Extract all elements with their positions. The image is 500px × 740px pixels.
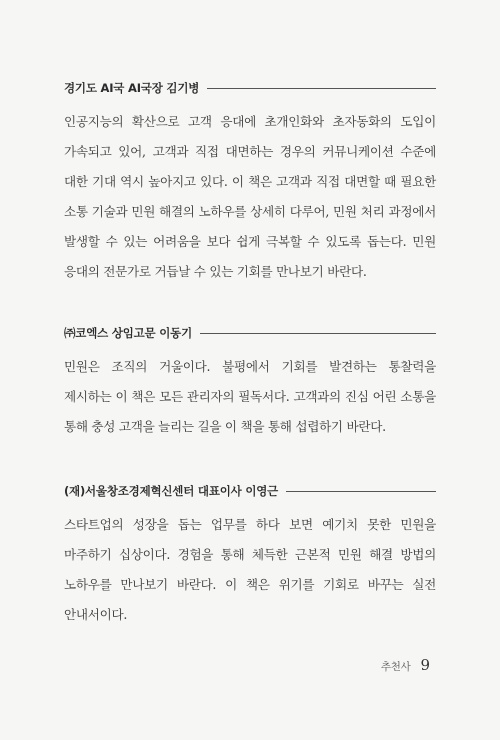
recommendation-block [64, 78, 436, 287]
recommender-name: 경기도 AI국 AI국장 김기병 [64, 81, 200, 95]
recommendation-block [64, 323, 436, 442]
heading-rule [286, 491, 436, 492]
recommender-name: ㈜코엑스 상임고문 이동기 [64, 326, 192, 340]
recommendation-text: 스타트업의 성장을 돕는 업무를 하다 보면 예기치 못한 민원을 마주하기 십상이다. 경험을 통해 체득한 근본적 민원 해결 방법의 노하우를 만나보기 바란다. 이 책은 위기를 기회로 바꾸는 실전 안내서이다. [64, 517, 436, 622]
recommendation-text: 인공지능의 확산으로 고객 응대에 초개인화와 초자동화의 도입이 가속되고 있어, 고객과 직접 대면하는 경우의 커뮤니케이션 수준에 대한 기대 역시 높아지고 있다. 이 책은 고객과 직접 대면할 때 필요한 소통 기술과 민원 해결의 노하우를 상세히 다루어, 민원 처리 과정에서 발생할 수 있는 어려움을 보다 쉽게 극복할 수 있도록 돕는다. 민원 응대의 전문가로 거듭날 수 있는 기회를 만나보기 바란다. [64, 114, 436, 279]
heading-rule [207, 88, 436, 89]
heading-rule [200, 333, 436, 334]
recommendation-heading-row [64, 323, 436, 343]
page-number: 9 [420, 656, 430, 674]
recommender-name: (재)서울창조경제혁신센터 대표이사 이영근 [64, 484, 279, 498]
recommendation-heading-row [64, 78, 436, 98]
page-footer [381, 656, 430, 674]
recommendation-text: 민원은 조직의 거울이다. 불평에서 기회를 발견하는 통찰력을 제시하는 이 책은 모든 관리자의 필독서다. 고객과의 진심 어린 소통을 통해 충성 고객을 늘리는 길을 이 책을 통해 섭렵하기 바란다. [64, 359, 436, 434]
recommendation-block [64, 481, 436, 630]
section-label: 추천사 [380, 661, 411, 673]
recommendation-heading-row [64, 481, 436, 501]
